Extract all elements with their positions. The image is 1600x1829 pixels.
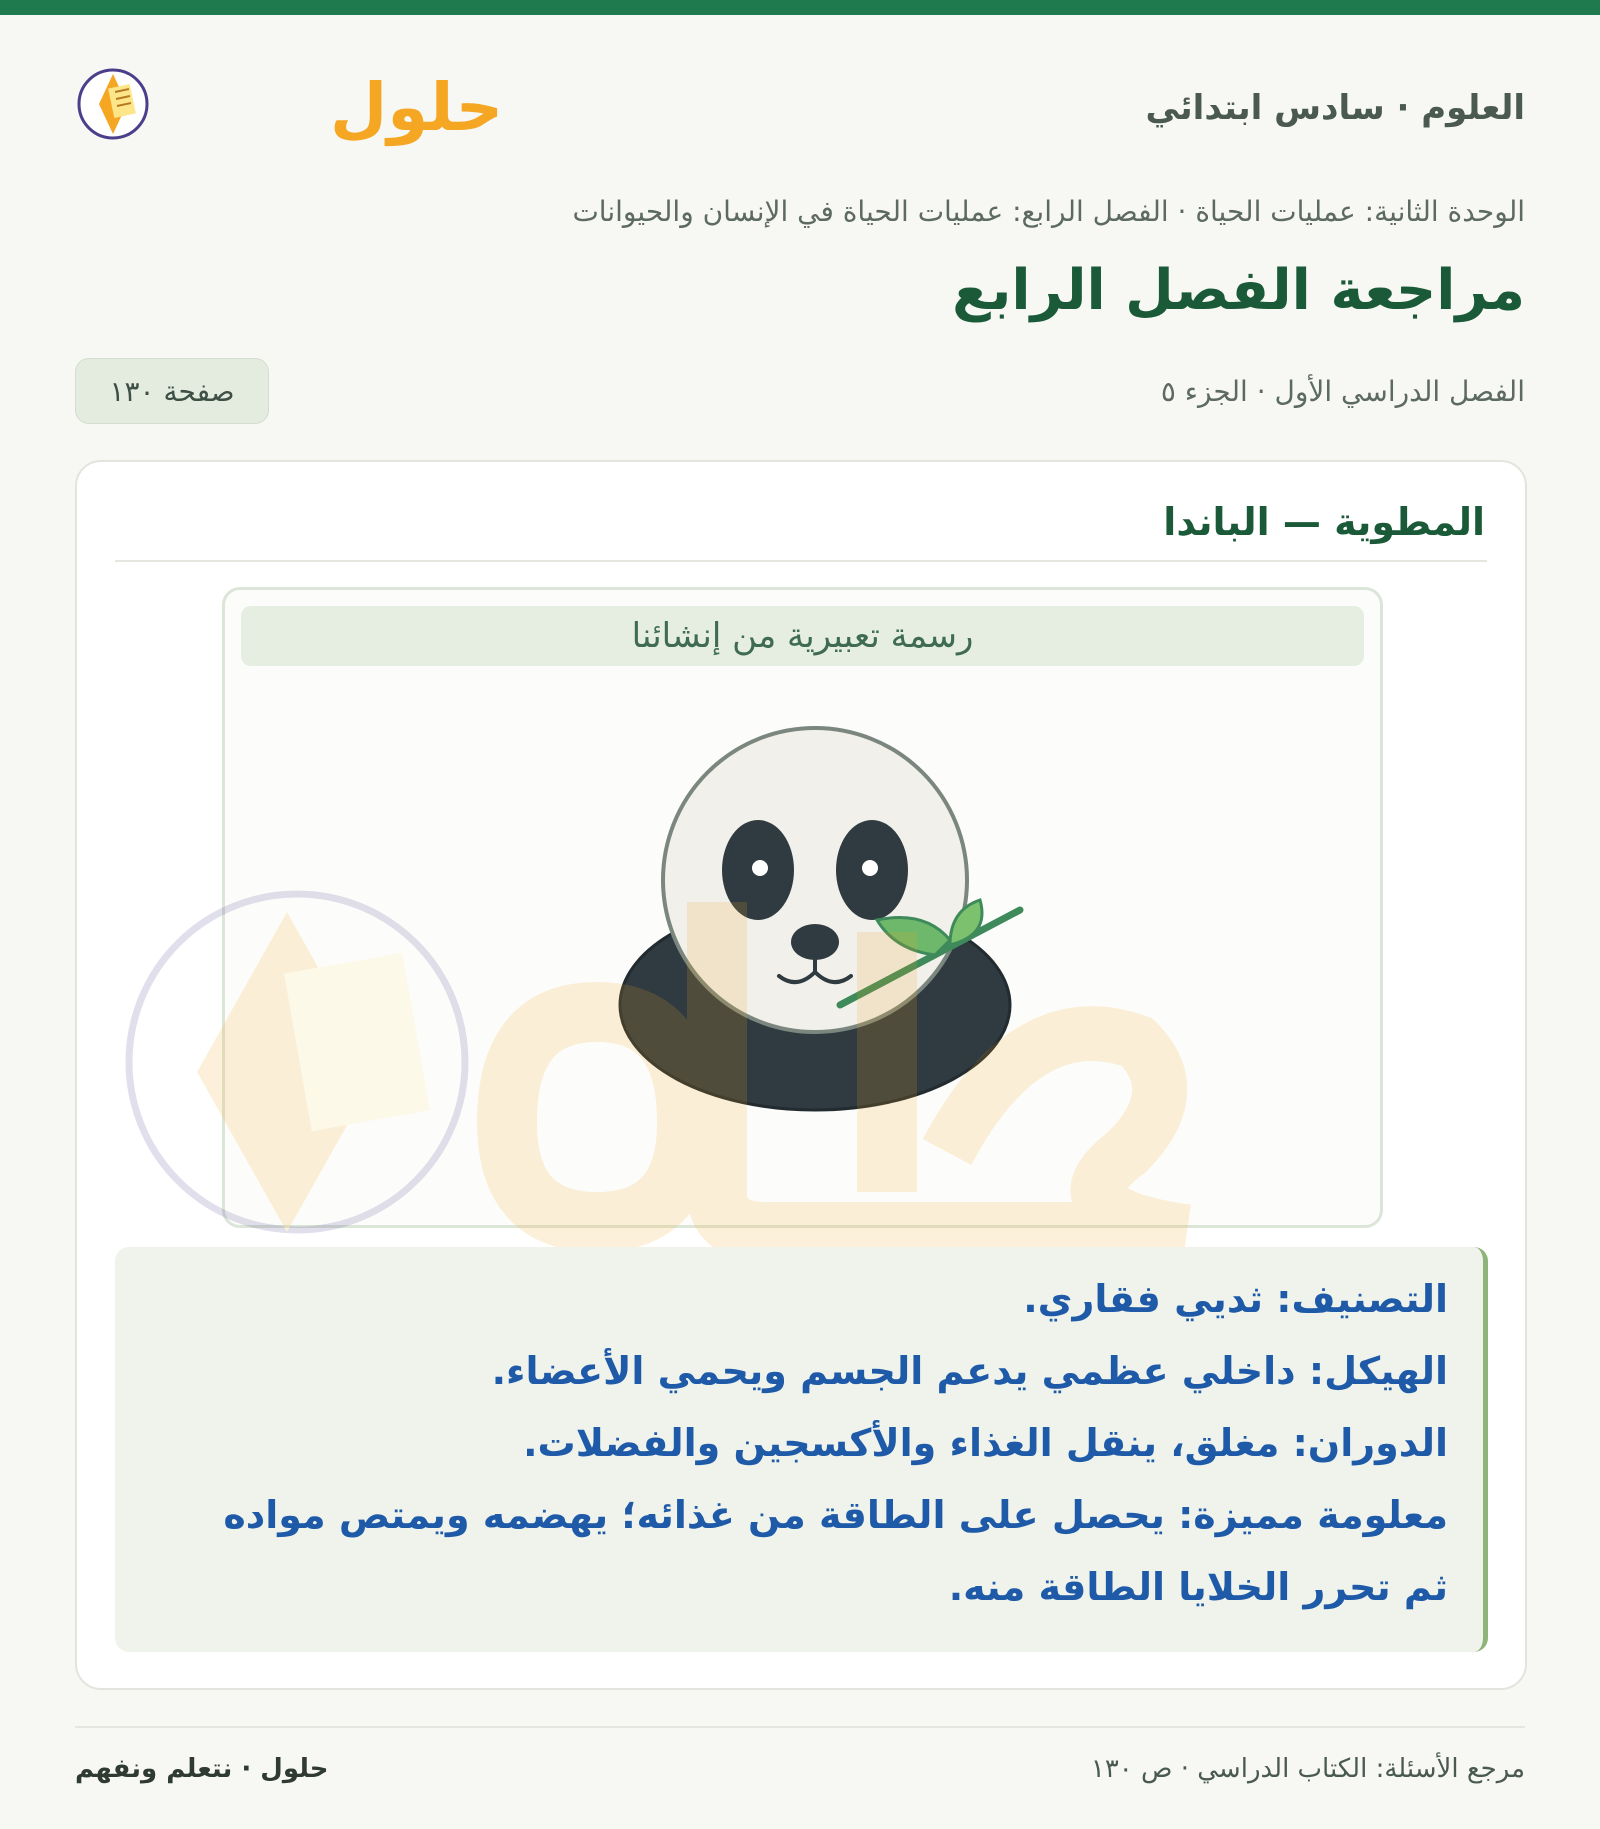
content-card <box>75 460 1527 1690</box>
facts-box <box>115 1247 1488 1652</box>
fact-skeleton: الهيكل: داخلي عظمي يدعم الجسم ويحمي الأعضاء. <box>491 1349 1448 1393</box>
illustration-frame <box>222 587 1383 1228</box>
fact-classification: التصنيف: ثديي فقاري. <box>1023 1277 1448 1321</box>
footer-divider <box>75 1726 1525 1728</box>
illustration-caption: رسمة تعبيرية من إنشائنا <box>241 606 1364 666</box>
fact-special-info: معلومة مميزة: يحصل على الطاقة من غذائه؛ يهضمه ويمتص مواده <box>223 1493 1448 1537</box>
top-accent-bar <box>0 0 1600 15</box>
section-title: المطوية — الباندا <box>1163 500 1485 544</box>
panda-eating-bamboo-icon <box>605 740 1025 1140</box>
breadcrumb: الوحدة الثانية: عمليات الحياة · الفصل الرابع: عمليات الحياة في الإنسان والحيوانات <box>572 195 1525 228</box>
logo-text: حلول <box>330 69 504 146</box>
page-title: مراجعة الفصل الرابع <box>952 258 1525 323</box>
footer-reference: مرجع الأسئلة: الكتاب الدراسي · ص ١٣٠ <box>1090 1754 1525 1784</box>
subject-grade: العلوم · سادس ابتدائي <box>1145 88 1525 128</box>
fact-special-info-continued: ثم تحرر الخلايا الطاقة منه. <box>948 1565 1448 1609</box>
term-info: الفصل الدراسي الأول · الجزء ٥ <box>1160 375 1525 408</box>
page-number-badge: صفحة ١٣٠ <box>75 358 269 424</box>
footer-brand: حلول · نتعلم ونفهم <box>75 1754 329 1784</box>
section-divider <box>115 560 1487 562</box>
fact-circulation: الدوران: مغلق، ينقل الغذاء والأكسجين والفضلات. <box>523 1421 1448 1465</box>
hulul-logo[interactable] <box>75 52 504 162</box>
page-header <box>75 52 1525 162</box>
